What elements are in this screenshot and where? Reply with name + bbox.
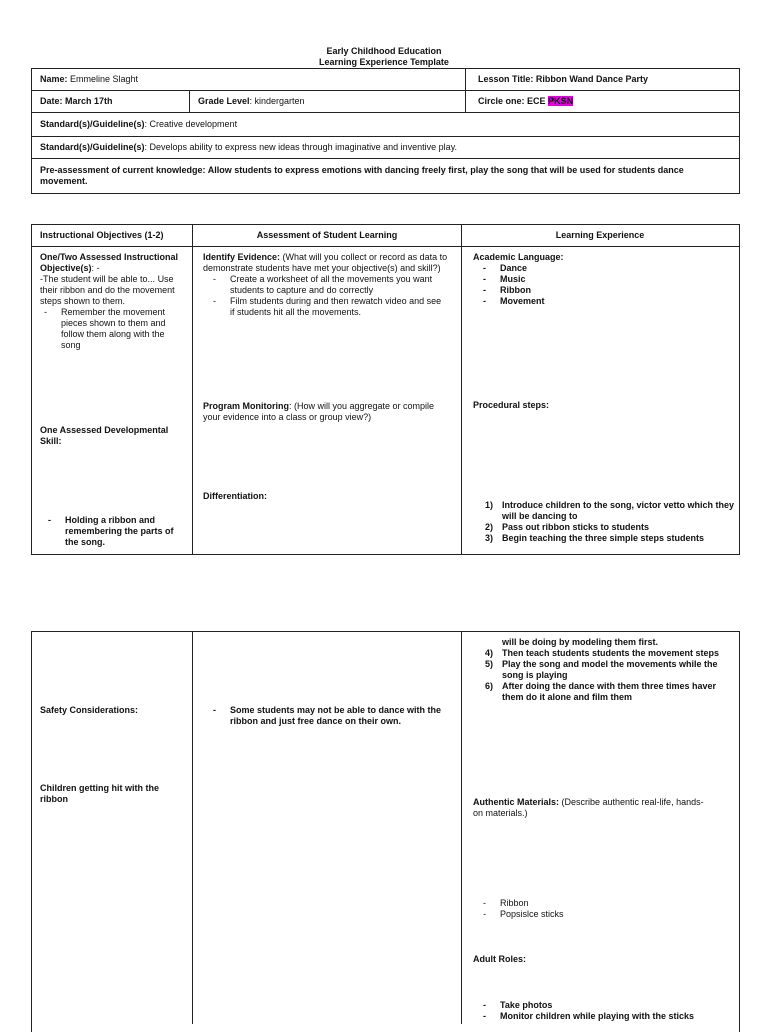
step-item	[473, 681, 735, 703]
differentiation-bullet: - Some students may not be able to dance with the ribbon and just free dance on their own.	[201, 705, 453, 727]
objective-bullet: - Remember the movement pieces shown to them and follow them along with the song	[32, 307, 186, 351]
header-line-1: Early Childhood Education	[326, 46, 442, 56]
authentic-materials-block	[473, 797, 713, 819]
adult-roles-list	[473, 1000, 735, 1022]
procedural-steps-list	[473, 500, 735, 544]
step-text: Introduce children to the song, victor vetto which they will be dancing to	[502, 500, 735, 521]
table-2-column-divider-1	[192, 631, 193, 1024]
evidence-block	[203, 252, 448, 318]
academic-language-block	[473, 252, 733, 307]
circle-cell	[466, 91, 740, 113]
grade-label: Grade Level	[198, 96, 250, 106]
name-cell	[32, 69, 466, 91]
lesson-title-cell: Lesson Title: Ribbon Wand Dance Party	[466, 69, 740, 91]
step-item	[473, 522, 735, 533]
standard-2-cell	[32, 137, 740, 159]
grade-value: : kindergarten	[249, 96, 305, 106]
table-1-column-divider-2	[461, 224, 462, 554]
table-2-column-divider-2	[461, 631, 462, 1024]
procedural-steps-continued	[473, 637, 735, 703]
materials-list	[473, 898, 713, 920]
adult-role-item: - Take photos	[471, 1000, 735, 1011]
evidence-bullet: - Film students during and then rewatch video and see if students hit all the movements.	[201, 296, 448, 318]
objective-text: -The student will be able to... Use their ribbon and do the movement steps shown to them.	[40, 274, 175, 306]
objective-suffix: : -	[91, 263, 100, 273]
monitoring-block	[203, 401, 443, 423]
differentiation-block	[203, 705, 453, 727]
step-text: Pass out ribbon sticks to students	[502, 522, 650, 532]
info-table	[31, 68, 740, 194]
material-item: - Popsislce sticks	[471, 909, 713, 920]
adult-roles-label: Adult Roles:	[473, 954, 526, 964]
skill-block	[40, 515, 186, 548]
evidence-bullet: - Create a worksheet of all the movements you want students to capture and do correctly	[201, 274, 448, 296]
material-item: - Ribbon	[471, 898, 713, 909]
standard-1-label: Standard(s)/Guideline(s)	[40, 119, 145, 129]
materials-text: (Describe authentic real-life, hands-on materials.)	[473, 797, 704, 818]
evidence-text: (What will you collect or record as data to demonstrate students have met your objective(s) and skill?)	[203, 252, 448, 273]
document-header	[0, 46, 768, 68]
step-item	[473, 648, 735, 659]
academic-language-label: Academic Language:	[473, 252, 564, 262]
circle-highlight: PKSN	[548, 96, 574, 106]
circle-label: Circle one: ECE	[478, 96, 549, 106]
objective-block	[40, 252, 186, 351]
table-1-header-divider	[31, 246, 739, 247]
standard-2-value: : Develops ability to express new ideas through imaginative and inventive play.	[144, 142, 458, 152]
skill-title: One Assessed Developmental Skill:	[40, 425, 169, 446]
academic-item: - Movement	[471, 296, 733, 307]
procedural-steps-label: Procedural steps:	[473, 400, 550, 410]
academic-item: - Ribbon	[471, 285, 733, 296]
materials-label: Authentic Materials:	[473, 797, 560, 807]
step-text: Begin teaching the three simple steps students	[502, 533, 705, 543]
preassessment-cell: Pre-assessment of current knowledge: Allow students to express emotions with dancing freely first, play the song that will be used for students dance movement.	[32, 159, 740, 194]
standard-1-value: : Creative development	[144, 119, 238, 129]
step-text: Then teach students students the movement steps	[502, 648, 720, 658]
objective-title: One/Two Assessed Instructional Objective(s)	[40, 252, 179, 273]
step-item	[473, 500, 735, 522]
name-label: Name:	[40, 74, 68, 84]
academic-item: - Music	[471, 274, 733, 285]
step-number: 4)	[485, 648, 494, 658]
step-item	[473, 659, 735, 681]
monitoring-text: : (How will you aggregate or compile your evidence into a class or group view?)	[203, 401, 435, 422]
differentiation-label: Differentiation:	[203, 491, 267, 501]
step-number: 2)	[485, 522, 494, 532]
safety-considerations-label: Safety Considerations:	[40, 705, 139, 715]
col-learning-header: Learning Experience	[555, 230, 645, 240]
evidence-label: Identify Evidence:	[203, 252, 281, 262]
col-objectives-header: Instructional Objectives (1-2)	[40, 230, 164, 240]
name-value: Emmeline Slaght	[67, 74, 139, 84]
step-number: 1)	[485, 500, 494, 510]
standard-2-label: Standard(s)/Guideline(s)	[40, 142, 145, 152]
safety-item: Children getting hit with the ribbon	[40, 783, 159, 804]
header-line-2: Learning Experience Template	[319, 57, 449, 67]
table-1-column-divider-1	[192, 224, 193, 554]
monitoring-label: Program Monitoring	[203, 401, 289, 411]
step-text: Play the song and model the movements while the song is playing	[502, 659, 718, 680]
col-assessment-header: Assessment of Student Learning	[256, 230, 398, 240]
step-number: 5)	[485, 659, 494, 669]
skill-bullet: - Holding a ribbon and remembering the parts of the song.	[36, 515, 186, 548]
grade-cell	[190, 91, 466, 113]
academic-item: - Dance	[471, 263, 733, 274]
standard-1-cell	[32, 113, 740, 137]
date-cell: Date: March 17th	[32, 91, 190, 113]
step-continuation-text: will be doing by modeling them first.	[502, 637, 659, 647]
step-number: 3)	[485, 533, 494, 543]
step-text: After doing the dance with them three times haver them do it alone and film them	[502, 681, 717, 702]
step-number: 6)	[485, 681, 494, 691]
step-item	[473, 533, 735, 544]
adult-role-item: - Monitor children while playing with the sticks	[471, 1011, 735, 1022]
